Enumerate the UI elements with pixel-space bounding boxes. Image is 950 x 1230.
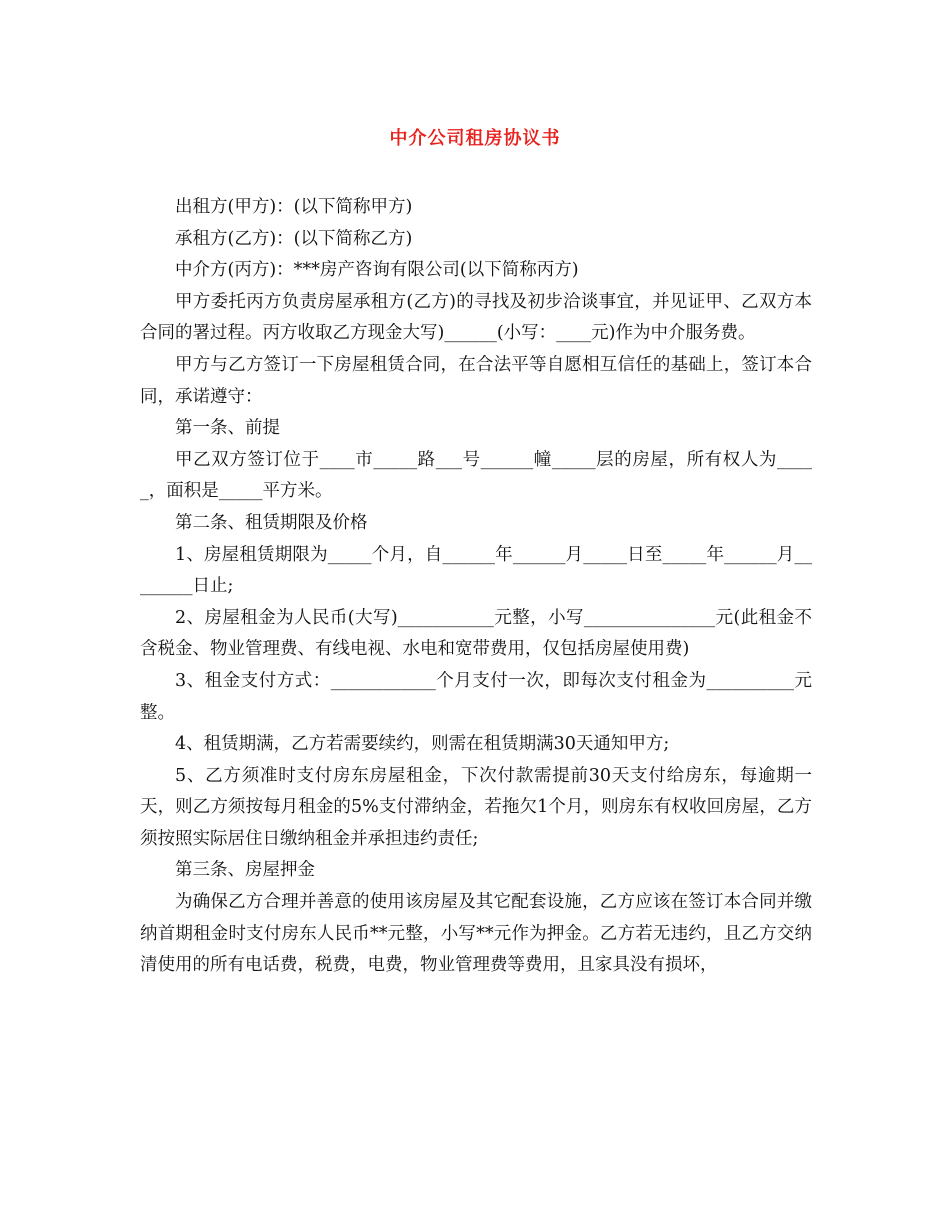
commission-paragraph: 甲方委托丙方负责房屋承租方(乙方)的寻找及初步洽谈事宜，并见证甲、乙双方本合同的署过程。丙方收取乙方现金大写)______(小写：____元)作为中介服务费。 [140, 291, 812, 344]
article-2-heading: 第二条、租赁期限及价格 [175, 512, 368, 533]
party-b-line: 承租方(乙方)：(以下简称乙方) [175, 228, 413, 249]
document-body [140, 192, 812, 982]
payment-method-paragraph: 3、租金支付方式：____________个月支付一次，即每次支付租金为__________元整。 [140, 670, 812, 723]
property-location-paragraph: 甲乙双方签订位于____市_____路___号______幢_____层的房屋，所有权人为_____，面积是_____平方米。 [140, 449, 812, 502]
agreement-intro-paragraph: 甲方与乙方签订一下房屋租赁合同，在合法平等自愿相互信任的基础上，签订本合同，承诺遵守： [140, 354, 812, 407]
party-a-line: 出租方(甲方)：(以下简称甲方) [175, 197, 413, 217]
article-1-heading: 第一条、前提 [175, 418, 280, 439]
deposit-paragraph: 为确保乙方合理并善意的使用该房屋及其它配套设施，乙方应该在签订本合同并缴纳首期租金时支付房东人民币**元整，小写**元作为押金。乙方若无违约，且乙方交纳清使用的所有电话费，税费，电费，物业管理费等费用，且家具没有损坏， [140, 892, 812, 976]
party-c-line: 中介方(丙方)：***房产咨询有限公司(以下简称丙方) [175, 260, 579, 281]
renewal-paragraph: 4、租赁期满，乙方若需要续约，则需在租赁期满30天通知甲方; [175, 734, 670, 755]
rent-amount-paragraph: 2、房屋租金为人民币(大写)___________元整，小写_______________元(此租金不含税金、物业管理费、有线电视、水电和宽带费用，仅包括房屋使用费) [140, 607, 812, 660]
document-title: 中介公司租房协议书 [389, 128, 561, 149]
late-payment-paragraph: 5、乙方须准时支付房东房屋租金，下次付款需提前30天支付给房东，每逾期一天，则乙方须按每月租金的5%支付滞纳金，若拖欠1个月，则房东有权收回房屋，乙方须按照实际居住日缴纳租金并承担违约责任; [140, 765, 812, 849]
article-3-heading: 第三条、房屋押金 [175, 860, 315, 881]
lease-term-paragraph: 1、房屋租赁期限为_____个月，自______年______月_____日至_____年______月________日止; [140, 544, 812, 597]
